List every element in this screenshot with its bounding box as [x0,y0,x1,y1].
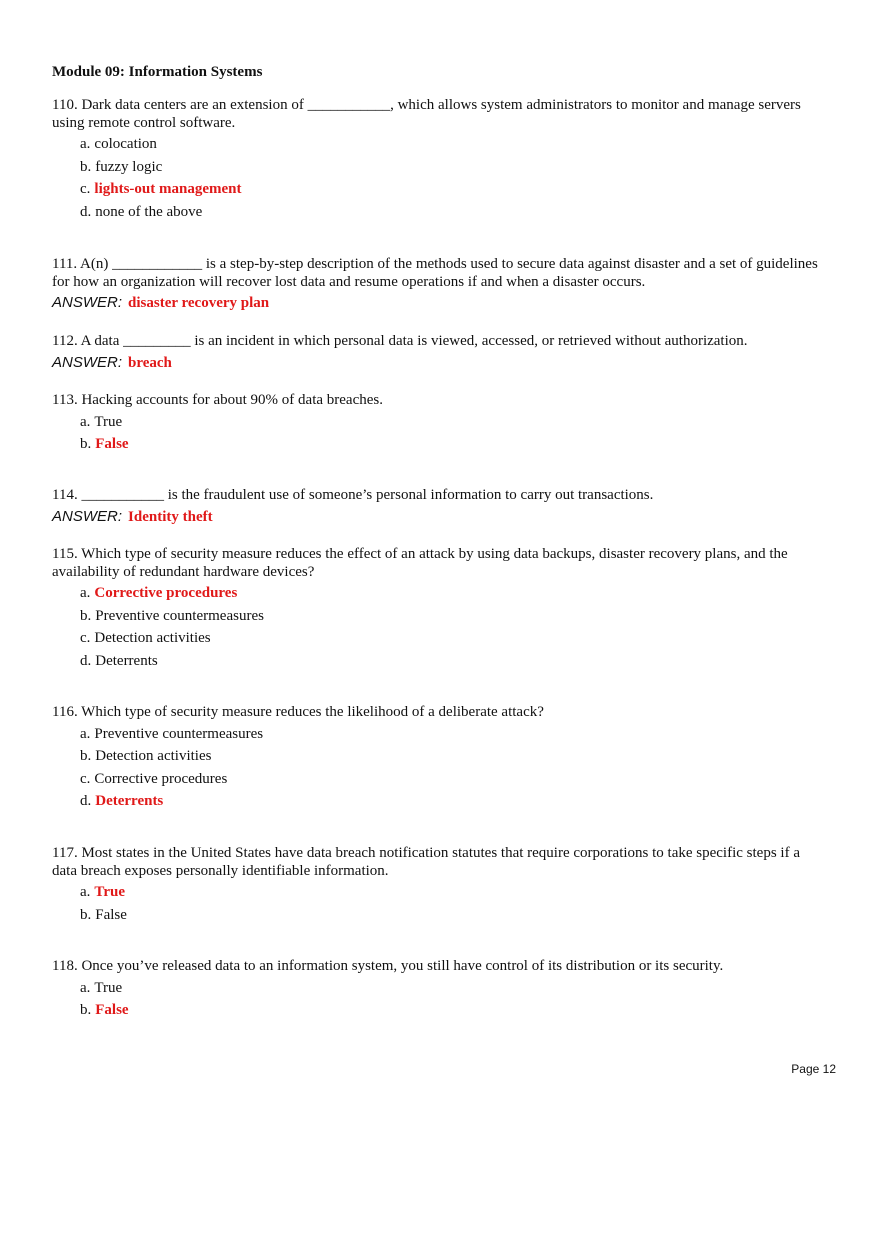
question-text: 117. Most states in the United States have data breach notification statutes that require corporations to take specific steps if a data breach exposes personally identifiable information. [52,845,800,879]
option-item [80,157,828,180]
question-text: 115. Which type of security measure reduces the effect of an attack by using data backups, disaster recovery plans, and the availability of redundant hardware devices? [52,546,788,580]
option-label: Deterrents [95,652,158,669]
correct-option-label: Corrective procedures [94,585,238,601]
option-item [80,412,828,435]
option-item [80,746,828,769]
correct-option-label: False [95,1002,129,1018]
option-letter: b. [80,436,92,452]
answer-line [52,354,828,373]
option-letter: a. [80,725,91,742]
option-letter: a. [80,136,91,152]
option-item [80,202,828,225]
answer-value: disaster recovery plan [128,295,270,311]
option-item [80,651,828,674]
option-item [80,905,828,928]
correct-option-label: Deterrents [95,793,164,809]
answer-label: ANSWER: [52,507,123,525]
option-list [80,882,828,927]
option-letter: b. [80,748,92,764]
option-label: Detection activities [95,748,212,764]
answer-value: breach [128,354,172,371]
question-block [52,958,828,1023]
module-title: Module 09: Information Systems [52,64,263,80]
option-label: Preventive countermeasures [94,725,264,742]
option-letter: b. [80,607,92,624]
option-item [80,1000,828,1023]
question-block [52,333,828,372]
answer-label: ANSWER: [52,294,123,311]
question-text: 116. Which type of security measure reduces the likelihood of a deliberate attack? [52,704,544,720]
question-text: 118. Once you’ve released data to an information system, you still have control of its distribution or its security. [52,958,724,974]
option-item [80,978,828,1001]
answer-line [52,508,828,527]
question-block [52,845,828,927]
answer-line [52,294,828,313]
option-label: colocation [94,136,157,152]
answer-label: ANSWER: [52,353,123,371]
option-label: Preventive countermeasures [95,607,264,624]
option-label: none of the above [95,203,203,220]
question-text: 114. ___________ is the fraudulent use of someone’s personal information to carry out transactions. [52,487,654,503]
option-item [80,134,828,157]
option-item [80,606,828,629]
question-block [52,487,828,526]
option-label: False [95,906,127,923]
option-list [80,978,828,1023]
question-text: 112. A data _________ is an incident in which personal data is viewed, accessed, or retrieved without authorization. [52,333,748,349]
option-letter: a. [80,585,91,601]
question-block [52,97,828,224]
correct-option-label: False [95,436,129,452]
option-letter: b. [80,1002,92,1018]
option-item [80,583,828,606]
option-letter: d. [80,793,92,809]
option-letter: a. [80,979,91,996]
question-text: 113. Hacking accounts for about 90% of data breaches. [52,392,383,408]
option-letter: d. [80,652,92,669]
option-list [80,134,828,224]
option-letter: b. [80,906,92,923]
question-block [52,546,828,673]
question-block [52,704,828,814]
question-block [52,256,828,313]
page-number: Page 12 [791,1062,836,1076]
option-label: Corrective procedures [94,770,228,787]
option-list [80,583,828,673]
option-letter: a. [80,413,91,430]
option-letter: a. [80,884,91,900]
question-text: 111. A(n) ____________ is a step-by-step description of the methods used to secure data against disaster and a set of guidelines for how an organization will recover lost data and resume operations if and when a disaster occurs. [52,256,818,290]
question-text: 110. Dark data centers are an extension of ___________, which allows system administrators to monitor and manage servers using remote control software. [52,97,801,131]
option-item [80,179,828,202]
option-list [80,412,828,457]
correct-option-label: lights-out management [94,181,242,197]
option-label: Detection activities [94,630,211,646]
option-list [80,724,828,814]
option-letter: d. [80,203,92,220]
option-letter: b. [80,158,92,175]
option-item [80,882,828,905]
option-letter: c. [80,181,91,197]
option-item [80,769,828,792]
option-item [80,724,828,747]
option-letter: c. [80,770,91,787]
question-block [52,392,828,457]
option-item [80,434,828,457]
option-label: True [94,413,123,430]
answer-value: Identity theft [128,508,213,525]
option-item [80,628,828,651]
option-letter: c. [80,630,91,646]
option-item [80,791,828,814]
option-label: fuzzy logic [95,158,163,175]
option-label: True [94,979,123,996]
correct-option-label: True [94,884,125,900]
